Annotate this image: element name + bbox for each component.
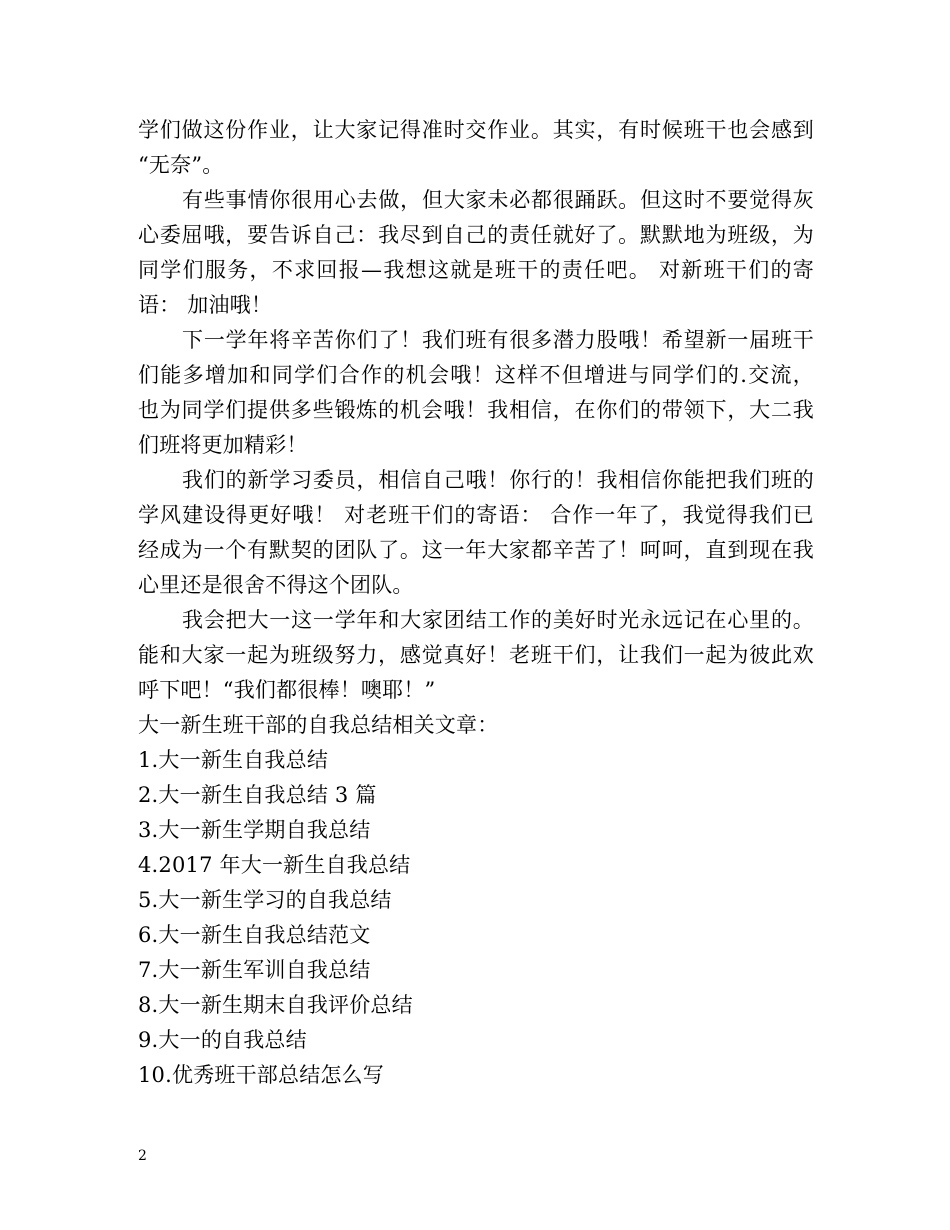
related-article-link[interactable]: 9.大一的自我总结: [138, 1028, 307, 1052]
related-article-link[interactable]: 8.大一新生期末自我评价总结: [138, 993, 413, 1017]
text-line: 心委屈哦，要告诉自己：我尽到自己的责任就好了。默默地为班级，为: [138, 223, 814, 247]
related-article-link[interactable]: 4.2017 年大一新生自我总结: [138, 853, 411, 877]
related-article-link[interactable]: 6.大一新生自我总结范文: [138, 923, 371, 947]
paragraph-continuation: [138, 113, 814, 183]
related-article-link[interactable]: 2.大一新生自我总结 3 篇: [138, 783, 377, 807]
document-body: [138, 113, 814, 1093]
related-article-link[interactable]: 7.大一新生军训自我总结: [138, 958, 371, 982]
text-line: 心里还是很舍不得这个团队。: [138, 573, 414, 597]
paragraph: [138, 323, 814, 463]
text-line: 们能多增加和同学们合作的机会哦！这样不但增进与同学们的.交流，: [138, 363, 814, 387]
related-articles-heading: 大一新生班干部的自我总结相关文章：: [138, 713, 499, 737]
page-number: 2: [138, 1148, 147, 1164]
text-line: 能和大家一起为班级努力，感觉真好！老班干们，让我们一起为彼此欢: [138, 643, 814, 667]
related-article-link[interactable]: 5.大一新生学习的自我总结: [138, 888, 392, 912]
related-article-link[interactable]: 3.大一新生学期自我总结: [138, 818, 371, 842]
text-line: 学们做这份作业，让大家记得准时交作业。其实，有时候班干也会感到: [138, 118, 814, 142]
text-line: 也为同学们提供多些锻炼的机会哦！我相信，在你们的带领下，大二我: [138, 398, 814, 422]
related-articles-list: [138, 743, 814, 1093]
text-line: 经成为一个有默契的团队了。这一年大家都辛苦了！呵呵，直到现在我: [138, 538, 814, 562]
related-article-link[interactable]: 10.优秀班干部总结怎么写: [138, 1063, 384, 1087]
paragraph: [138, 183, 814, 323]
text-line: 我们的新学习委员，相信自己哦！你行的！我相信你能把我们班的: [182, 468, 814, 492]
text-line: 下一学年将辛苦你们了！我们班有很多潜力股哦！希望新一届班干: [182, 328, 814, 352]
text-line: “无奈”。: [138, 153, 224, 177]
paragraph: [138, 463, 814, 603]
text-line: 同学们服务，不求回报—我想这就是班干的责任吧。 对新班干们的寄: [138, 258, 814, 282]
related-article-link[interactable]: 1.大一新生自我总结: [138, 748, 329, 772]
text-line: 呼下吧！“我们都很棒！噢耶！”: [138, 678, 436, 702]
text-line: 学风建设得更好哦！ 对老班干们的寄语： 合作一年了，我觉得我们已: [138, 503, 814, 527]
text-line: 我会把大一这一学年和大家团结工作的美好时光永远记在心里的。: [182, 608, 814, 632]
text-line: 们班将更加精彩！: [138, 433, 308, 457]
text-line: 语： 加油哦！: [138, 293, 273, 317]
text-line: 有些事情你很用心去做，但大家未必都很踊跃。但这时不要觉得灰: [182, 188, 814, 212]
paragraph: [138, 603, 814, 708]
